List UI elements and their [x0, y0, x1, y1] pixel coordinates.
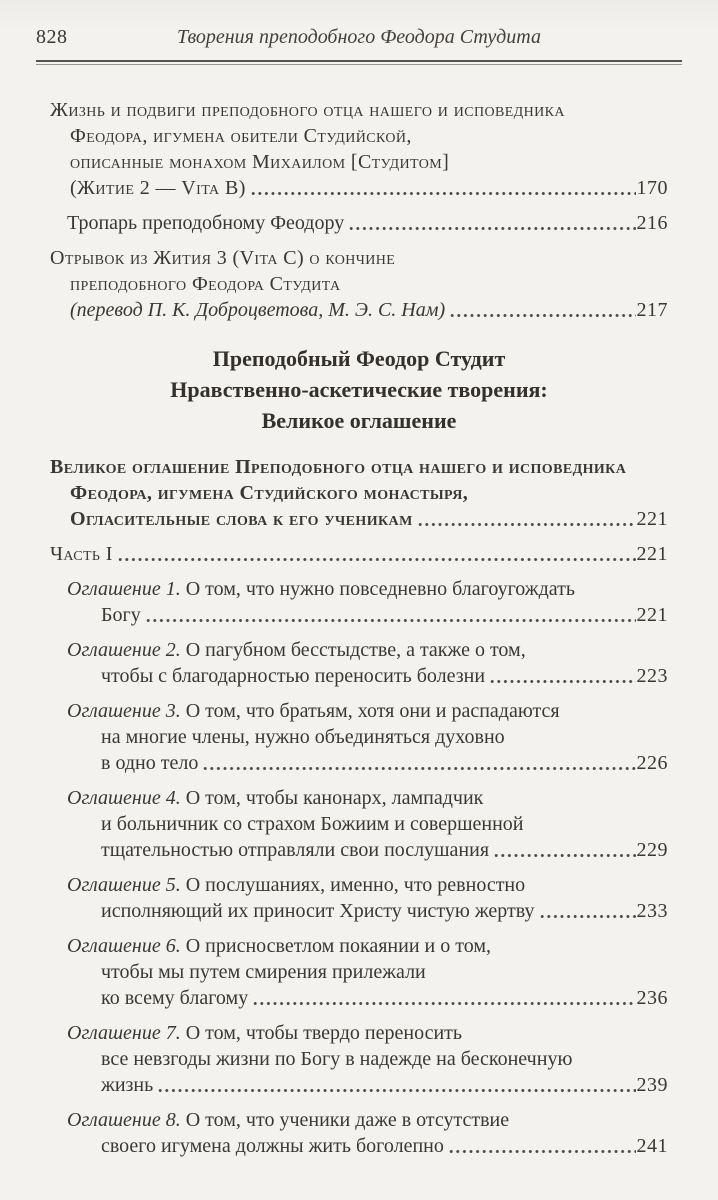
toc-line: [50, 1107, 668, 1133]
page-number: 233: [636, 900, 668, 922]
toc-line: [50, 985, 668, 1011]
toc-entry: [50, 785, 668, 863]
toc-line-text: Часть I: [50, 543, 113, 565]
toc-entry: [50, 698, 668, 776]
leader-dots: [253, 1000, 635, 1007]
leader-dots: [449, 1148, 636, 1155]
toc-line-text: Тропарь преподобному Феодору: [67, 212, 345, 234]
toc-line: [50, 663, 668, 689]
toc-line: [50, 898, 668, 924]
page-number: 236: [636, 987, 668, 1009]
toc-line: [50, 1046, 668, 1072]
toc-line: [50, 97, 668, 123]
toc-entry: [50, 637, 668, 689]
toc-line: [50, 576, 668, 602]
section-heading: [50, 343, 668, 436]
toc-line-text: Богу: [101, 604, 141, 626]
toc-entry-number: Оглашение 2.: [67, 639, 181, 661]
toc-line: [50, 785, 668, 811]
folio-page-number: 828: [36, 26, 68, 48]
header-rule: [36, 60, 682, 65]
toc-line-text: на многие члены, нужно объединяться духовно: [101, 726, 505, 748]
toc-line-text: Феодора, игумена Студийского монастыря,: [70, 482, 469, 504]
toc-line: [50, 637, 668, 663]
toc-line: [50, 297, 668, 323]
toc-line-text: исполняющий их приносит Христу чистую жертву: [101, 900, 535, 922]
toc-entry: [50, 576, 668, 628]
toc-line-text: О послушаниях, именно, что ревностно: [180, 874, 526, 896]
leader-dots: [158, 1087, 635, 1094]
section-heading-line: Нравственно-аскетические творения:: [170, 377, 548, 402]
toc-line: [50, 123, 668, 149]
running-title: Творения преподобного Феодора Студита: [177, 26, 541, 48]
toc-entry: [50, 1020, 668, 1098]
toc-line: [50, 1020, 668, 1046]
toc-section-top: [50, 97, 668, 323]
toc-entry: [50, 541, 668, 567]
toc-line-text: Феодора, игумена обители Студийской,: [70, 125, 412, 147]
toc-section-bottom: [50, 454, 668, 1159]
leader-dots: [349, 225, 635, 232]
toc-line-text: (Житие 2 — Vita B): [70, 177, 246, 199]
toc-line: [50, 724, 668, 750]
leader-dots: [118, 556, 636, 563]
toc-line-text: О том, что ученики даже в отсутствие: [180, 1109, 510, 1131]
toc-line: [50, 506, 668, 532]
toc-entry-number: Оглашение 5.: [67, 874, 181, 896]
toc-line-text: своего игумена должны жить боголепно: [101, 1135, 444, 1157]
toc-line-text: О том, что братьям, хотя они и распадаются: [180, 700, 560, 722]
toc-line-text: описанные монахом Михаилом [Студитом]: [70, 151, 450, 173]
leader-dots: [203, 765, 635, 772]
toc-line: [50, 933, 668, 959]
leader-dots: [450, 312, 635, 319]
toc-entry-number: Оглашение 3.: [67, 700, 181, 722]
toc-line-text: жизнь: [101, 1074, 154, 1096]
toc-line-text: Великое оглашение Преподобного отца нашего и исповедника: [50, 456, 627, 478]
toc-line-text: ко всему благому: [101, 987, 249, 1009]
toc-line-text: О том, чтобы канонарх, лампадчик: [180, 787, 484, 809]
page-number: 221: [636, 508, 668, 530]
toc-entry: [50, 454, 668, 532]
toc-line-text: преподобного Феодора Студита: [70, 273, 341, 295]
toc-line: [50, 1133, 668, 1159]
leader-dots: [494, 852, 635, 859]
toc-line: [50, 541, 668, 567]
toc-line-text: все невзгоды жизни по Богу в надежде на бесконечную: [101, 1048, 573, 1070]
toc-entry-number: Оглашение 7.: [67, 1022, 181, 1044]
page-number: 170: [636, 177, 668, 199]
toc-line: [50, 872, 668, 898]
toc-line: [50, 175, 668, 201]
toc-line: [50, 454, 668, 480]
leader-dots: [418, 521, 636, 528]
page-number: 241: [636, 1135, 668, 1157]
table-of-contents: [50, 97, 668, 1159]
toc-line-text: О пагубном бесстыдстве, а также о том,: [180, 639, 526, 661]
toc-entry: [50, 872, 668, 924]
leader-dots: [490, 678, 635, 685]
leader-dots: [540, 913, 636, 920]
toc-line-text: Жизнь и подвиги преподобного отца нашего и исповедника: [50, 99, 565, 121]
toc-entry-number: Оглашение 6.: [67, 935, 181, 957]
toc-entry: [50, 245, 668, 323]
toc-line: [50, 698, 668, 724]
toc-line: [50, 480, 668, 506]
toc-entry-number: Оглашение 8.: [67, 1109, 181, 1131]
page-number: 229: [636, 839, 668, 861]
toc-line: [50, 602, 668, 628]
toc-line: [50, 271, 668, 297]
page-number: 221: [636, 604, 668, 626]
toc-line-text: тщательностью отправляли свои послушания: [101, 839, 490, 861]
page-number: 216: [636, 212, 668, 234]
leader-dots: [251, 190, 636, 197]
section-heading-line: Великое оглашение: [261, 408, 457, 433]
toc-line-text: О присносветлом покаянии и о том,: [180, 935, 491, 957]
toc-line: [50, 750, 668, 776]
toc-line-text: О том, что нужно повседневно благоугождать: [180, 578, 575, 600]
toc-line-text: (перевод П. К. Доброцветова, М. Э. С. Нам): [70, 299, 446, 321]
page-number: 223: [636, 665, 668, 687]
toc-line-text: чтобы с благодарностью переносить болезни: [101, 665, 486, 687]
toc-entry: [50, 97, 668, 201]
leader-dots: [146, 617, 636, 624]
toc-entry-number: Оглашение 4.: [67, 787, 181, 809]
page-number: 217: [636, 299, 668, 321]
running-header: [36, 24, 682, 54]
toc-line: [50, 959, 668, 985]
toc-line-text: в одно тело: [101, 752, 199, 774]
toc-entry: [50, 210, 668, 236]
toc-entry: [50, 1107, 668, 1159]
toc-line: [50, 1072, 668, 1098]
toc-line: [50, 811, 668, 837]
toc-line-text: Огласительные слова к его ученикам: [70, 508, 413, 530]
toc-line: [50, 837, 668, 863]
toc-line-text: и больничник со страхом Божиим и совершенной: [101, 813, 524, 835]
toc-line: [50, 149, 668, 175]
toc-line-text: Отрывок из Жития 3 (Vita C) о кончине: [50, 247, 396, 269]
toc-line: [50, 245, 668, 271]
page-number: 226: [636, 752, 668, 774]
toc-line-text: чтобы мы путем смирения прилежали: [101, 961, 426, 983]
toc-line: [50, 210, 668, 236]
toc-entry: [50, 933, 668, 1011]
page-number: 221: [636, 543, 668, 565]
toc-line-text: О том, чтобы твердо переносить: [180, 1022, 463, 1044]
section-heading-line: Преподобный Феодор Студит: [212, 346, 506, 371]
page-number: 239: [636, 1074, 668, 1096]
toc-entry-number: Оглашение 1.: [67, 578, 181, 600]
